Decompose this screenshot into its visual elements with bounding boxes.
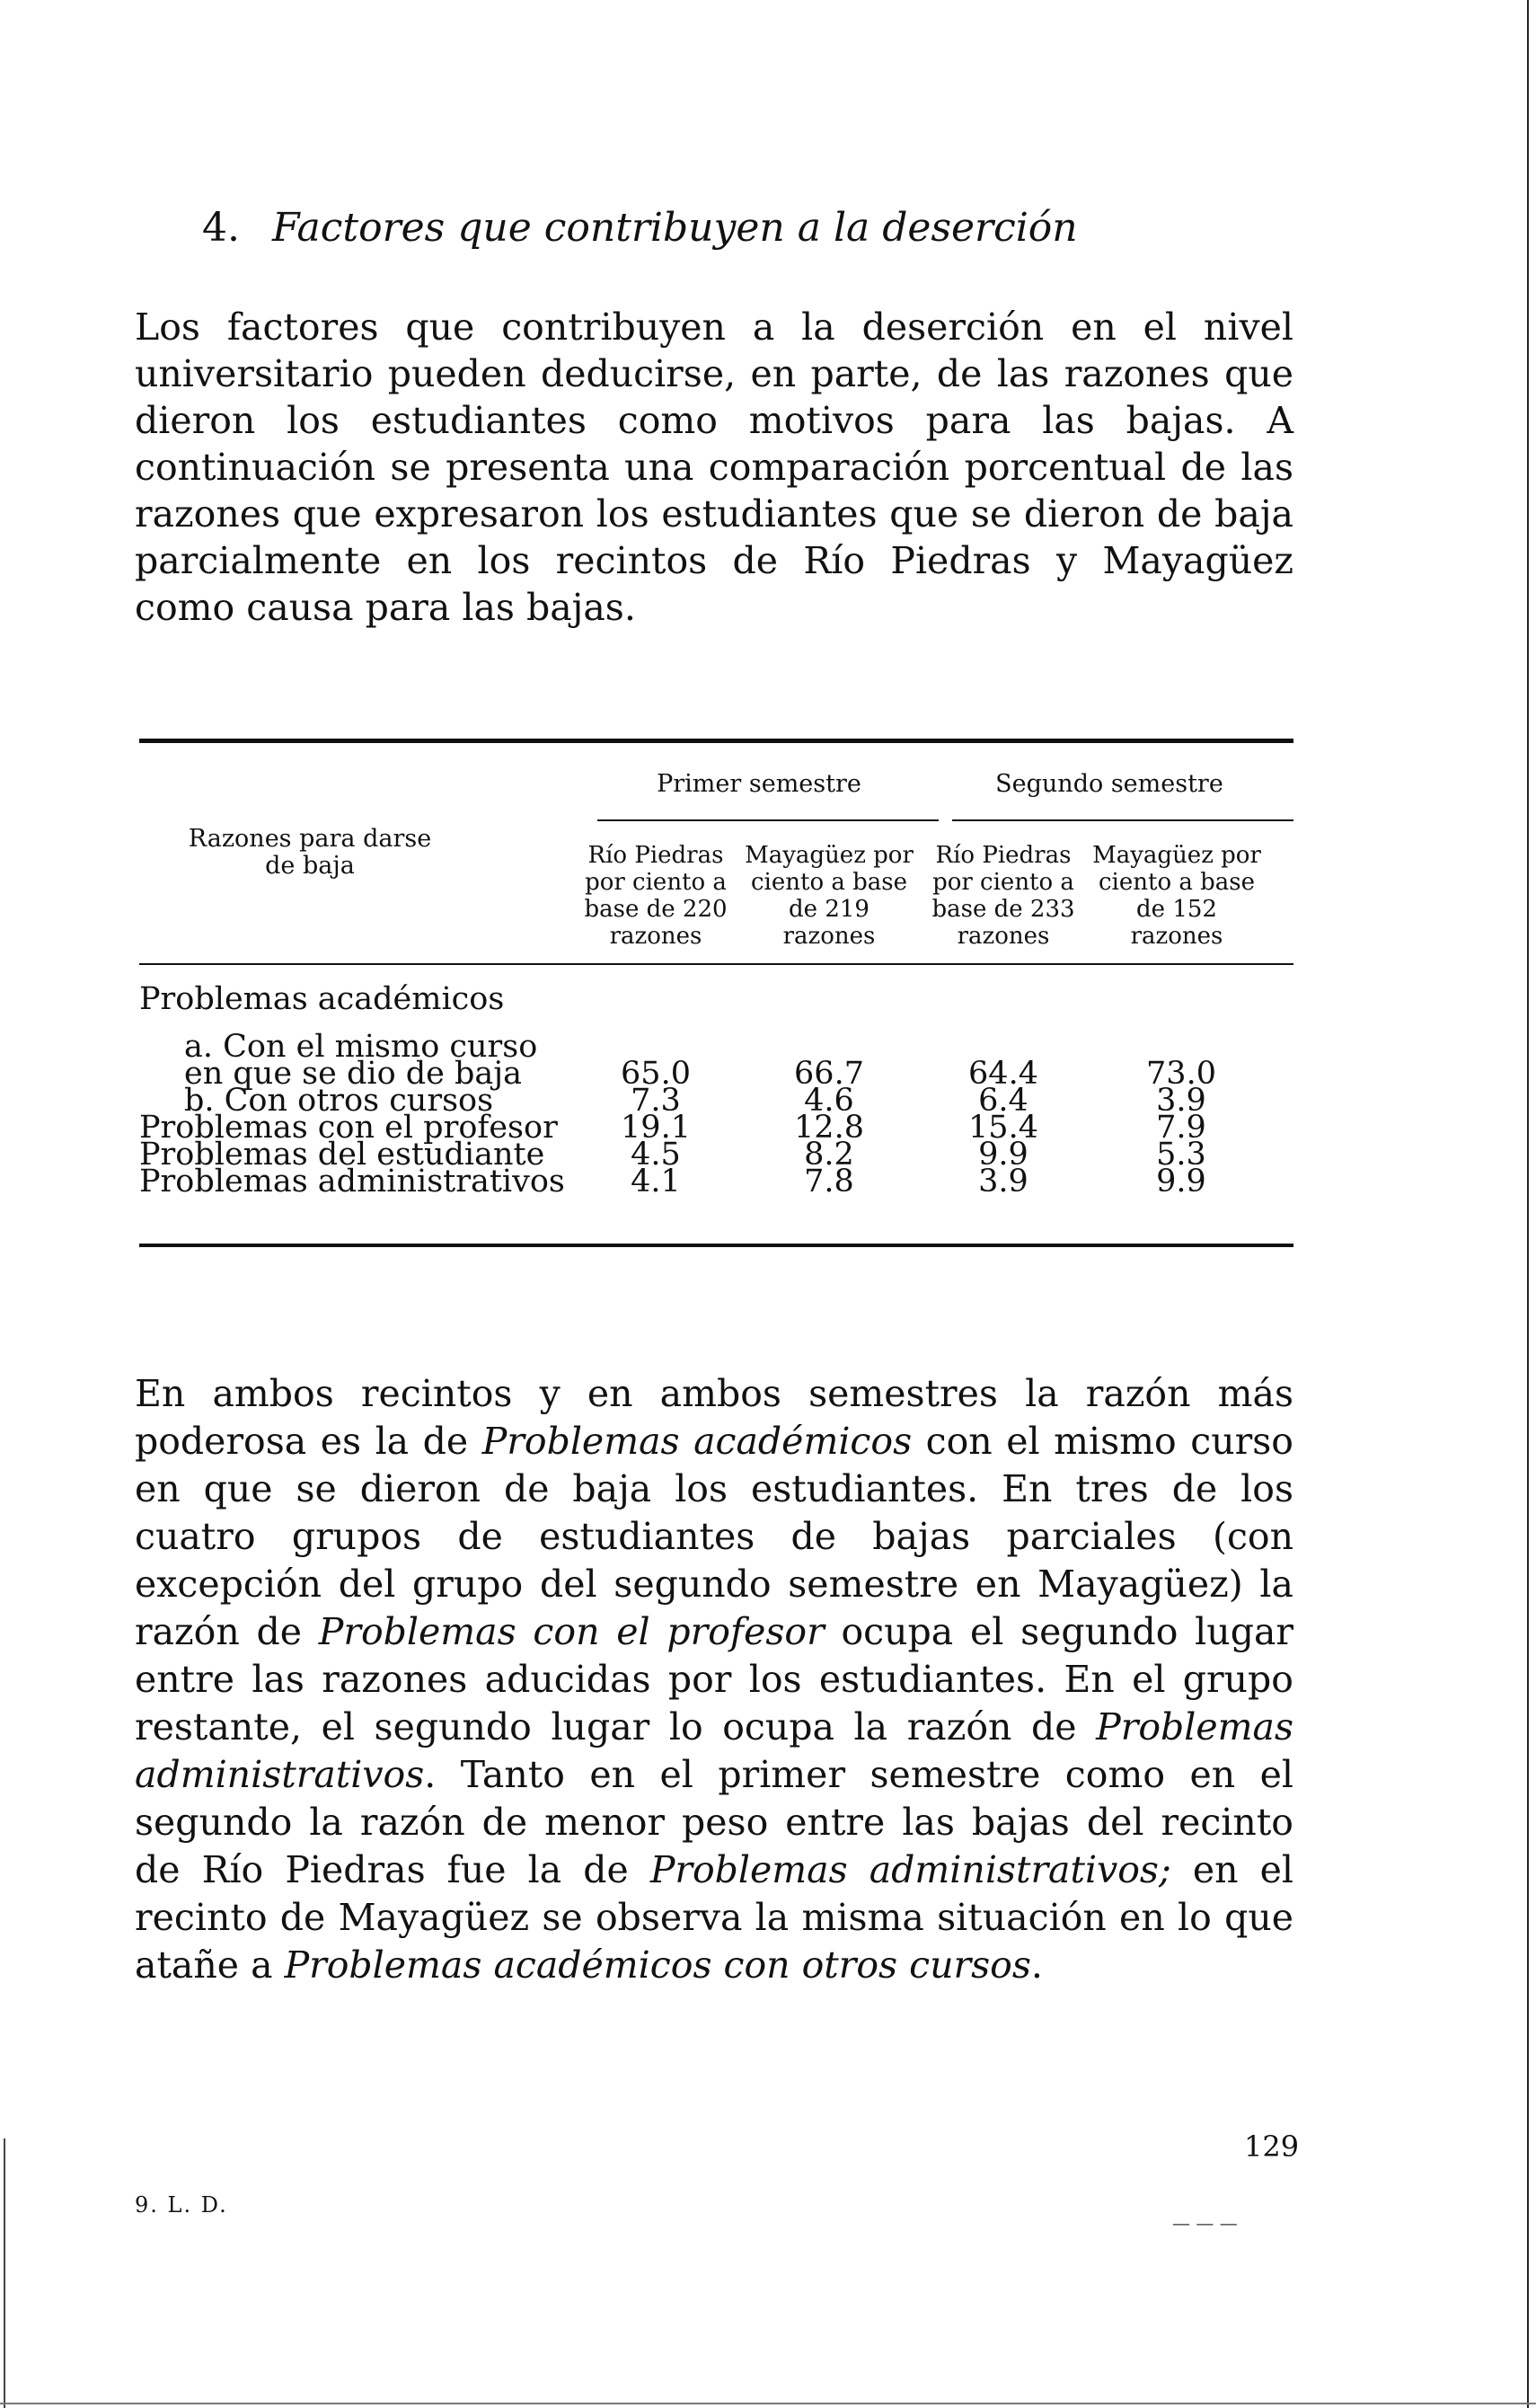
row-label-cont: en que se dio de baja [184,1056,522,1092]
row-label: Problemas con el profesor [139,1110,558,1146]
column-header-may-2: Mayagüez por ciento a base de 152 razones [1092,842,1261,950]
cell: 4.6 [804,1083,854,1119]
footer-dash-marks: — — — [1172,2212,1238,2234]
intro-paragraph: Los factores que contribuyen a la deserción en el nivel universitario pueden deducirse, en parte, de las razones que dieron los estudiantes como motivos para las bajas. A continuación se presenta una comparación porcentual de las razones que expresaron los estudiantes que se dieron de baja parcialmente en los recintos de Río Piedras y Mayagüez como causa para las bajas. [135,305,1293,629]
row-label: Problemas administrativos [139,1164,565,1200]
cell: 4.1 [631,1164,681,1200]
semester-header-first: Primer semestre [657,770,861,798]
cell: 7.9 [1156,1110,1206,1146]
row-label: a. Con el mismo curso [184,1029,538,1065]
cell: 6.4 [978,1083,1028,1119]
cell: 73.0 [1146,1056,1216,1092]
cell: 19.1 [621,1110,691,1146]
column-header-rp-1: Río Piedras por ciento a base de 220 razones [584,842,728,950]
page-edge-right [1527,0,1529,2408]
cell: 3.9 [1156,1083,1206,1119]
printer-signature: 9. L. D. [135,2192,228,2218]
cell: 9.9 [1156,1164,1206,1200]
reasons-column-header: Razones para darse de baja [188,825,432,880]
semester-rule-second [952,819,1293,821]
semester-header-second: Segundo semestre [995,770,1223,798]
table-bottom-rule [139,1244,1293,1247]
cell: 8.2 [804,1137,854,1173]
column-header-may-1: Mayagüez por ciento a base de 219 razones [745,842,914,950]
section-title: Factores que contribuyen a la deserción [271,205,1078,251]
column-header-rp-2: Río Piedras por ciento a base de 233 razones [931,842,1075,950]
section-number: 4. [202,205,240,251]
cell: 66.7 [794,1056,864,1092]
cell: 5.3 [1156,1137,1206,1173]
cell: 64.4 [968,1056,1038,1092]
analysis-paragraph: En ambos recintos y en ambos semestres la razón más poderosa es la de Problemas académicos con el mismo curso en que se dieron de baja los estudiantes. En tres de los cuatro grupos de estudiantes de bajas parciales (con excepción del grupo del segundo semestre en Mayagüez) la razón de Problemas con el profesor ocupa el segundo lugar entre las razones aducidas por los estudiantes. En el grupo restante, el segundo lugar lo ocupa la razón de Problemas administrativos. Tanto en el primer semestre como en el segundo la razón de menor peso entre las bajas del recinto de Río Piedras fue la de Problemas administrativos; en el recinto de Mayagüez se observa la misma situación en lo que atañe a Problemas académicos con otros cursos. [135,1372,1293,1987]
page-number: 129 [1244,2129,1300,2164]
page-edge-bottom [0,2403,1536,2404]
cell: 12.8 [794,1110,864,1146]
row-label: b. Con otros cursos [184,1083,494,1119]
cell: 7.3 [631,1083,681,1119]
group-label-academic: Problemas académicos [139,981,505,1017]
cell: 7.8 [804,1164,854,1200]
semester-rule-first [597,819,939,821]
section-heading [202,205,1078,251]
row-label: Problemas del estudiante [139,1137,545,1173]
page-edge-left [4,2138,5,2408]
cell: 65.0 [621,1056,691,1092]
cell: 3.9 [978,1164,1028,1200]
reasons-table [139,739,1293,1247]
cell: 9.9 [978,1137,1028,1173]
cell: 4.5 [631,1137,681,1173]
cell: 15.4 [968,1110,1038,1146]
